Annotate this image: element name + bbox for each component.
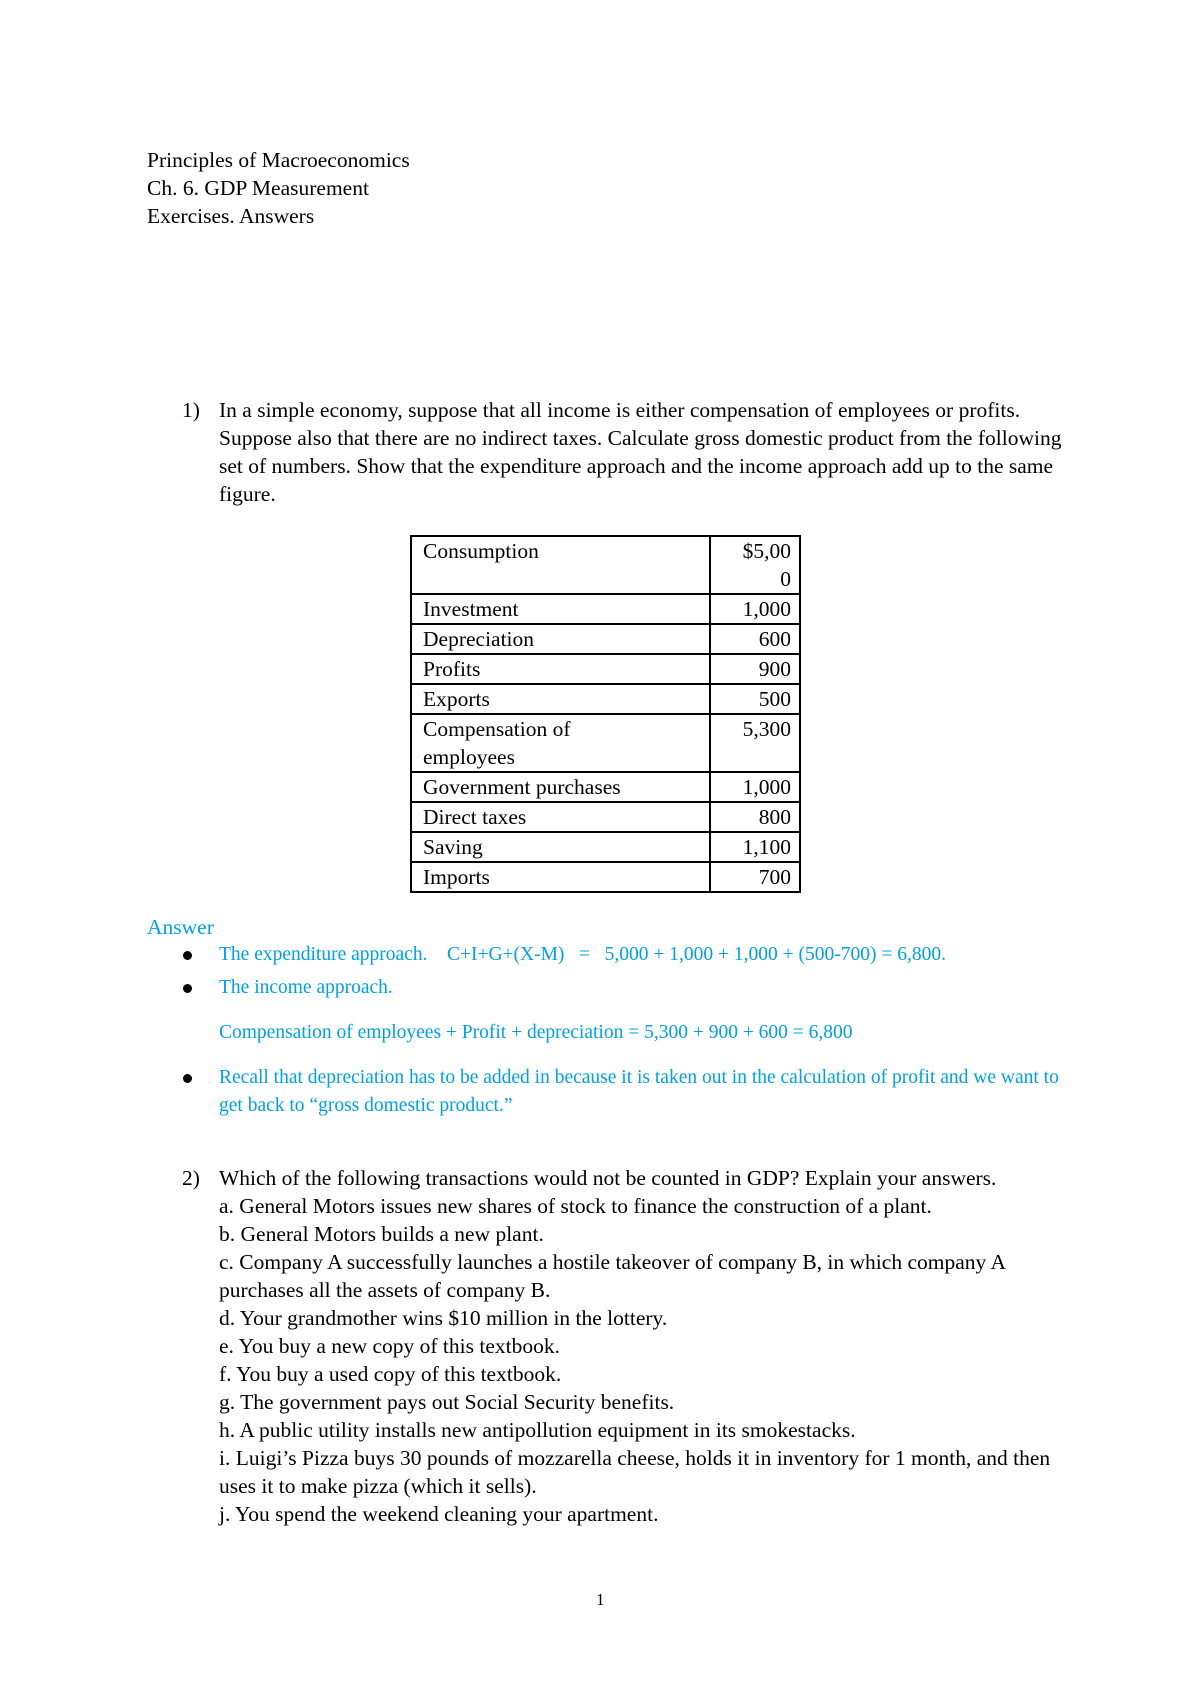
question-text: Which of the following transactions would not be counted in GDP? Explain your answers. [219,1166,997,1190]
table-cell-label [411,714,710,772]
table-cell-value: $5,00 0 [710,536,800,594]
bullet-dot-icon [183,1074,192,1083]
table-row [411,684,800,714]
course-title: Principles of Macroeconomics [147,148,410,172]
table-row [411,714,800,772]
table-row [411,624,800,654]
option-item: f. You buy a used copy of this textbook. [219,1362,562,1386]
question-2 [182,1164,1072,1528]
table-row [411,832,800,862]
table-cell-label: Imports [411,862,710,892]
table-row [411,654,800,684]
question-number: 2) [182,1166,200,1190]
option-item: j. You spend the weekend cleaning your apartment. [219,1502,659,1526]
table-cell-label-text: Compensation of employees [423,717,571,769]
table-cell-label: Saving [411,832,710,862]
table-cell-value: 600 [710,624,800,654]
table-cell-label: Consumption [411,536,710,594]
table-cell-label: Government purchases [411,772,710,802]
table-cell-label: Profits [411,654,710,684]
answer-title: Answer [147,915,214,939]
table-cell-value: 1,000 [710,772,800,802]
answer-bullet-text: The expenditure approach. C+I+G+(X-M) = 5,000 + 1,000 + 1,000 + (500-700) = 6,800. [219,944,947,965]
table-cell-value: 1,100 [710,832,800,862]
table-cell-label: Investment [411,594,710,624]
document-header [147,146,410,230]
option-item: i. Luigi’s Pizza buys 30 pounds of mozzarella cheese, holds it in inventory for 1 month, and then uses it to make pizza (which it sells). [219,1446,1051,1498]
table-row [411,594,800,624]
option-item: e. You buy a new copy of this textbook. [219,1334,560,1358]
question-number: 1) [182,398,200,422]
question-text: In a simple economy, suppose that all income is either compensation of employees or profits. Suppose also that there are no indirect taxes. Calculate gross domestic product from the following set of numbers. Show that the expenditure approach and the income approach add up to the same figure. [219,398,1062,506]
answer-section [147,913,1087,1120]
table-cell-label: Direct taxes [411,802,710,832]
table-cell-value: 5,300 [710,714,800,772]
data-table [410,535,801,893]
answer-bullet-text: Recall that depreciation has to be added in because it is taken out in the calculation of profit and we want to get back to “gross domestic product.” [219,1067,1059,1116]
table-cell-label: Depreciation [411,624,710,654]
bullet-dot-icon [183,951,192,960]
table-row [411,862,800,892]
table-cell-value: 500 [710,684,800,714]
option-item: d. Your grandmother wins $10 million in the lottery. [219,1306,668,1330]
option-item: c. Company A successfully launches a hostile takeover of company B, in which company A purchases all the assets of company B. [219,1250,1005,1302]
table-cell-value: 800 [710,802,800,832]
option-item: g. The government pays out Social Security benefits. [219,1390,675,1414]
table-cell-value: 1,000 [710,594,800,624]
answer-bullet-expenditure [219,941,1087,969]
income-formula: Compensation of employees + Profit + depreciation = 5,300 + 900 + 600 = 6,800 [219,1022,853,1043]
bullet-dot-icon [183,984,192,993]
table-cell-value: 900 [710,654,800,684]
answer-bullet-text: The income approach. [219,977,393,998]
answer-bullet-income [219,974,1087,1002]
section-title: Exercises. Answers [147,204,315,228]
question-1 [182,396,1072,508]
table-cell-value: 700 [710,862,800,892]
option-item: a. General Motors issues new shares of stock to finance the construction of a plant. [219,1194,932,1218]
option-item: b. General Motors builds a new plant. [219,1222,544,1246]
table-cell-label: Exports [411,684,710,714]
table-row [411,772,800,802]
table-row [411,802,800,832]
chapter-title: Ch. 6. GDP Measurement [147,176,369,200]
question-body [219,1164,1072,1528]
answer-bullet-recall [219,1064,1087,1120]
page-number: 1 [596,1590,605,1609]
table-row [411,536,800,594]
option-item: h. A public utility installs new antipollution equipment in its smokestacks. [219,1418,856,1442]
